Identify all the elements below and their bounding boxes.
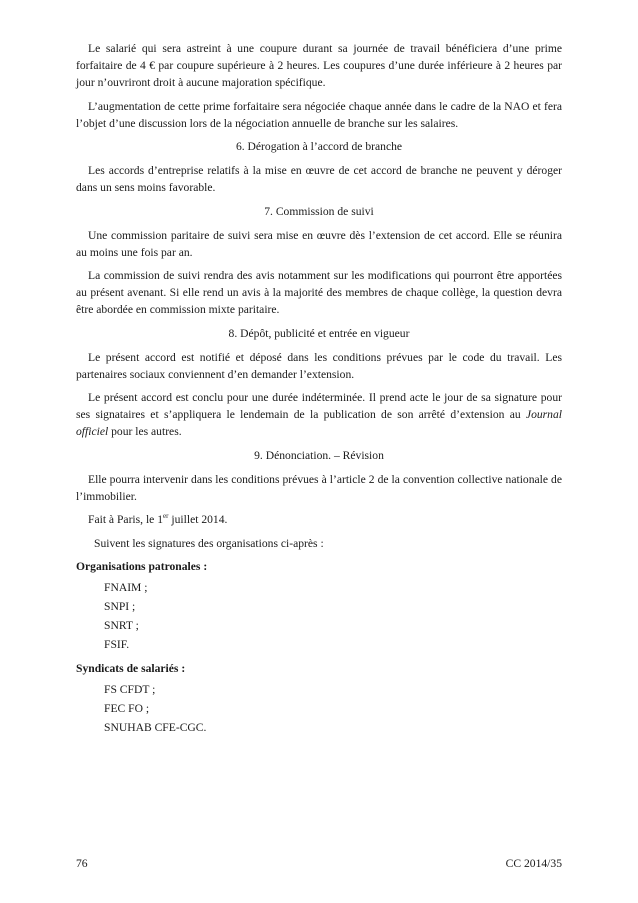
section-7-title: 7. Commission de suivi [264, 204, 374, 218]
unions-heading: Syndicats de salariés : [76, 662, 186, 675]
section-8-p2-text-before: Le présent accord est conclu pour une durée indéterminée. Il prend acte le jour de sa signature pour ses signataires et s’appliquera le lendemain de la publication de son arrêté d’extension au [76, 391, 562, 421]
signatures-intro: Suivent les signatures des organisations ci-après : [94, 536, 324, 550]
section-6-title: 6. Dérogation à l’accord de branche [235, 140, 403, 153]
list-item: SNPI ; [104, 600, 136, 613]
journal-officiel-italic: Journal officiel [76, 408, 562, 438]
section-8-p2-text-after: pour les autres. [108, 425, 182, 438]
section-8-title: 8. Dépôt, publicité et entrée en vigueur [228, 326, 410, 340]
section-8-paragraph-2 [76, 389, 562, 440]
place-date-superscript: er [163, 512, 169, 521]
paragraph-prime-coupure: Le salarié qui sera astreint à une coupure durant sa journée de travail bénéficiera d’une prime forfaitaire de 4 € par coupure supérieure à 2 heures. Les coupures d’une durée inférieure à 2 heures par jour n’ouvriront droit à aucune majoration spécifique. [76, 42, 562, 89]
section-9-title: 9. Dénonciation. – Révision [254, 448, 384, 462]
section-7-paragraph-1: Une commission paritaire de suivi sera mise en œuvre dès l’extension de cet accord. Elle se réunira au moins une fois par an. [76, 228, 562, 259]
section-8-paragraph-1: Le présent accord est notifié et déposé dans les conditions prévues par le code du travail. Les partenaires sociaux conviennent d’en demander l’extension. [76, 350, 562, 381]
place-date-before: Fait à Paris, le 1 [88, 513, 164, 526]
list-item: FEC FO ; [104, 702, 150, 715]
unions-list [76, 680, 562, 737]
document-reference: CC 2014/35 [505, 857, 562, 870]
section-6-paragraph: Les accords d’entreprise relatifs à la mise en œuvre de cet accord de branche ne peuvent y déroger dans un sens moins favorable. [76, 164, 562, 194]
section-7-paragraph-2: La commission de suivi rendra des avis notamment sur les modifications qui pourront être apportées au présent avenant. Si elle rend un avis à la majorité des membres de chaque collège, la question devra être abordée en commission mixte paritaire. [76, 269, 562, 316]
employers-heading: Organisations patronales : [76, 560, 208, 573]
document-page [76, 40, 562, 743]
list-item: SNUHAB CFE-CGC. [104, 721, 207, 734]
list-item: FNAIM ; [104, 581, 148, 594]
page-number: 76 [76, 857, 88, 870]
paragraph-augmentation-prime: L’augmentation de cette prime forfaitaire sera négociée chaque année dans le cadre de la NAO et fera l’objet d’une discussion lors de la négociation annuelle de branche sur les salaires. [76, 99, 562, 130]
place-date [76, 511, 562, 528]
employers-list [76, 578, 562, 654]
place-date-after: juillet 2014. [168, 513, 228, 526]
list-item: FS CFDT ; [104, 683, 156, 696]
list-item: SNRT ; [104, 619, 139, 632]
list-item: FSIF. [104, 638, 130, 651]
section-9-paragraph: Elle pourra intervenir dans les conditions prévues à l’article 2 de la convention collective nationale de l’immobilier. [76, 472, 562, 503]
